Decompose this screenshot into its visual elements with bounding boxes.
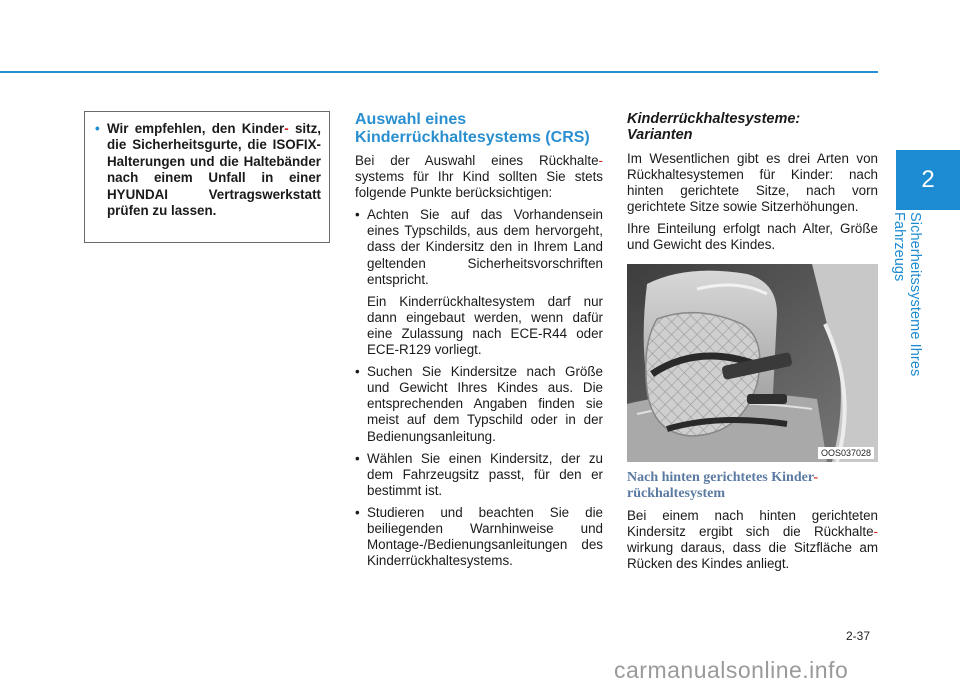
list-item-text: Achten Sie auf das Vorhandensein eines Typschilds, aus dem hervorgeht, dass der Kindersitz den in Ihrem Land geltenden Sicherheitsvorschriften entspricht. (367, 207, 603, 287)
para3-text-b: wirkung daraus, dass die Sitzfläche am Rücken des Kindes anliegt. (627, 539, 878, 571)
variants-paragraph: Im Wesentlichen gibt es drei Arten von Rückhaltesystemen für Kinder: nach hinten gerichtete Sitze, nach vorn gerichtete Sitze sowie Sitzerhöhungen. (627, 151, 878, 215)
para3-hyphen: - (873, 523, 878, 539)
figure-code: OOS037028 (818, 447, 874, 459)
heading-line2: Varianten (627, 127, 693, 143)
car-seat-illustration (627, 264, 878, 462)
column-crs-variants (627, 111, 878, 578)
bullet-icon: • (355, 450, 360, 466)
section-heading (627, 111, 878, 143)
heading-line2: Kinderrückhaltesystems (CRS) (355, 129, 590, 146)
classification-paragraph: Ihre Einteilung erfolgt nach Alter, Größe und Gewicht des Kindes. (627, 221, 878, 253)
chapter-title-vertical: Sicherheitssysteme Ihres Fahrzeugs (891, 212, 923, 377)
intro-text-b: systems für Ihr Kind sollten Sie stets folgende Punkte berücksichtigen: (355, 169, 603, 201)
heading-line1: Kinderrückhaltesysteme: (627, 111, 801, 127)
rear-facing-paragraph (627, 508, 878, 572)
bullet-icon: • (355, 207, 360, 223)
approval-paragraph: Ein Kinderrückhaltesystem darf nur dann eingebaut werden, wenn dafür eine Zulassung nach ECE-R44 oder ECE-R129 vorliegt. (367, 293, 603, 358)
intro-paragraph (355, 153, 603, 201)
intro-hyphen: - (598, 153, 603, 168)
chapter-tab[interactable] (896, 150, 960, 210)
sub-heading-a: Nach hinten gerichtetes Kinder (627, 469, 814, 485)
bullet-icon: • (95, 121, 100, 136)
criteria-list (355, 207, 603, 569)
sub-heading-b: rückhaltesystem (627, 485, 725, 501)
subsection-heading (627, 470, 878, 502)
warning-box (84, 111, 330, 243)
heading-line1: Auswahl eines (355, 111, 467, 128)
warning-rest: sitz, die Sicherheitsgurte, die ISOFIX-Halterungen und die Haltebänder nach einem Unfall in einer HYUNDAI Vertragswerkstatt prüfen zu lassen. (107, 121, 321, 219)
list-item-text: Wählen Sie einen Kindersitz, der zu dem Fahrzeugsitz passt, für den er bestimmt ist. (367, 450, 603, 498)
warning-item (95, 121, 321, 219)
header-rule (0, 71, 878, 73)
page-number: 2-37 (846, 629, 871, 643)
chapter-number: 2 (921, 166, 935, 193)
warning-hyphen: - (284, 121, 289, 136)
bullet-icon: • (355, 504, 360, 520)
list-item (355, 451, 603, 499)
list-item-text: Suchen Sie Kindersitze nach Größe und Gewicht Ihres Kindes aus. Die entsprechenden Angaben finden sie meist auf dem Typschild oder in der Bedienungsanleitung. (367, 364, 603, 444)
list-item-text: Studieren und beachten Sie die beiliegenden Warnhinweise und Montage-/Bedienungsanleitungen des Kinderrückhaltesystems. (367, 504, 603, 569)
para3-text-a: Bei einem nach hinten gerichteten Kindersitz ergibt sich die Rückhalte (627, 507, 878, 539)
intro-text-a: Bei der Auswahl eines Rückhalte (355, 153, 599, 168)
list-item (355, 505, 603, 569)
column-crs-selection (355, 111, 603, 575)
watermark[interactable]: carmanualsonline.info (614, 657, 849, 683)
bullet-icon: • (355, 364, 360, 380)
warning-line1: Wir empfehlen, den Kinder (107, 121, 285, 136)
list-item (355, 207, 603, 287)
list-item (355, 364, 603, 444)
sub-heading-hyphen: - (813, 469, 819, 485)
section-heading (355, 111, 603, 147)
rear-facing-seat-figure (627, 264, 878, 462)
